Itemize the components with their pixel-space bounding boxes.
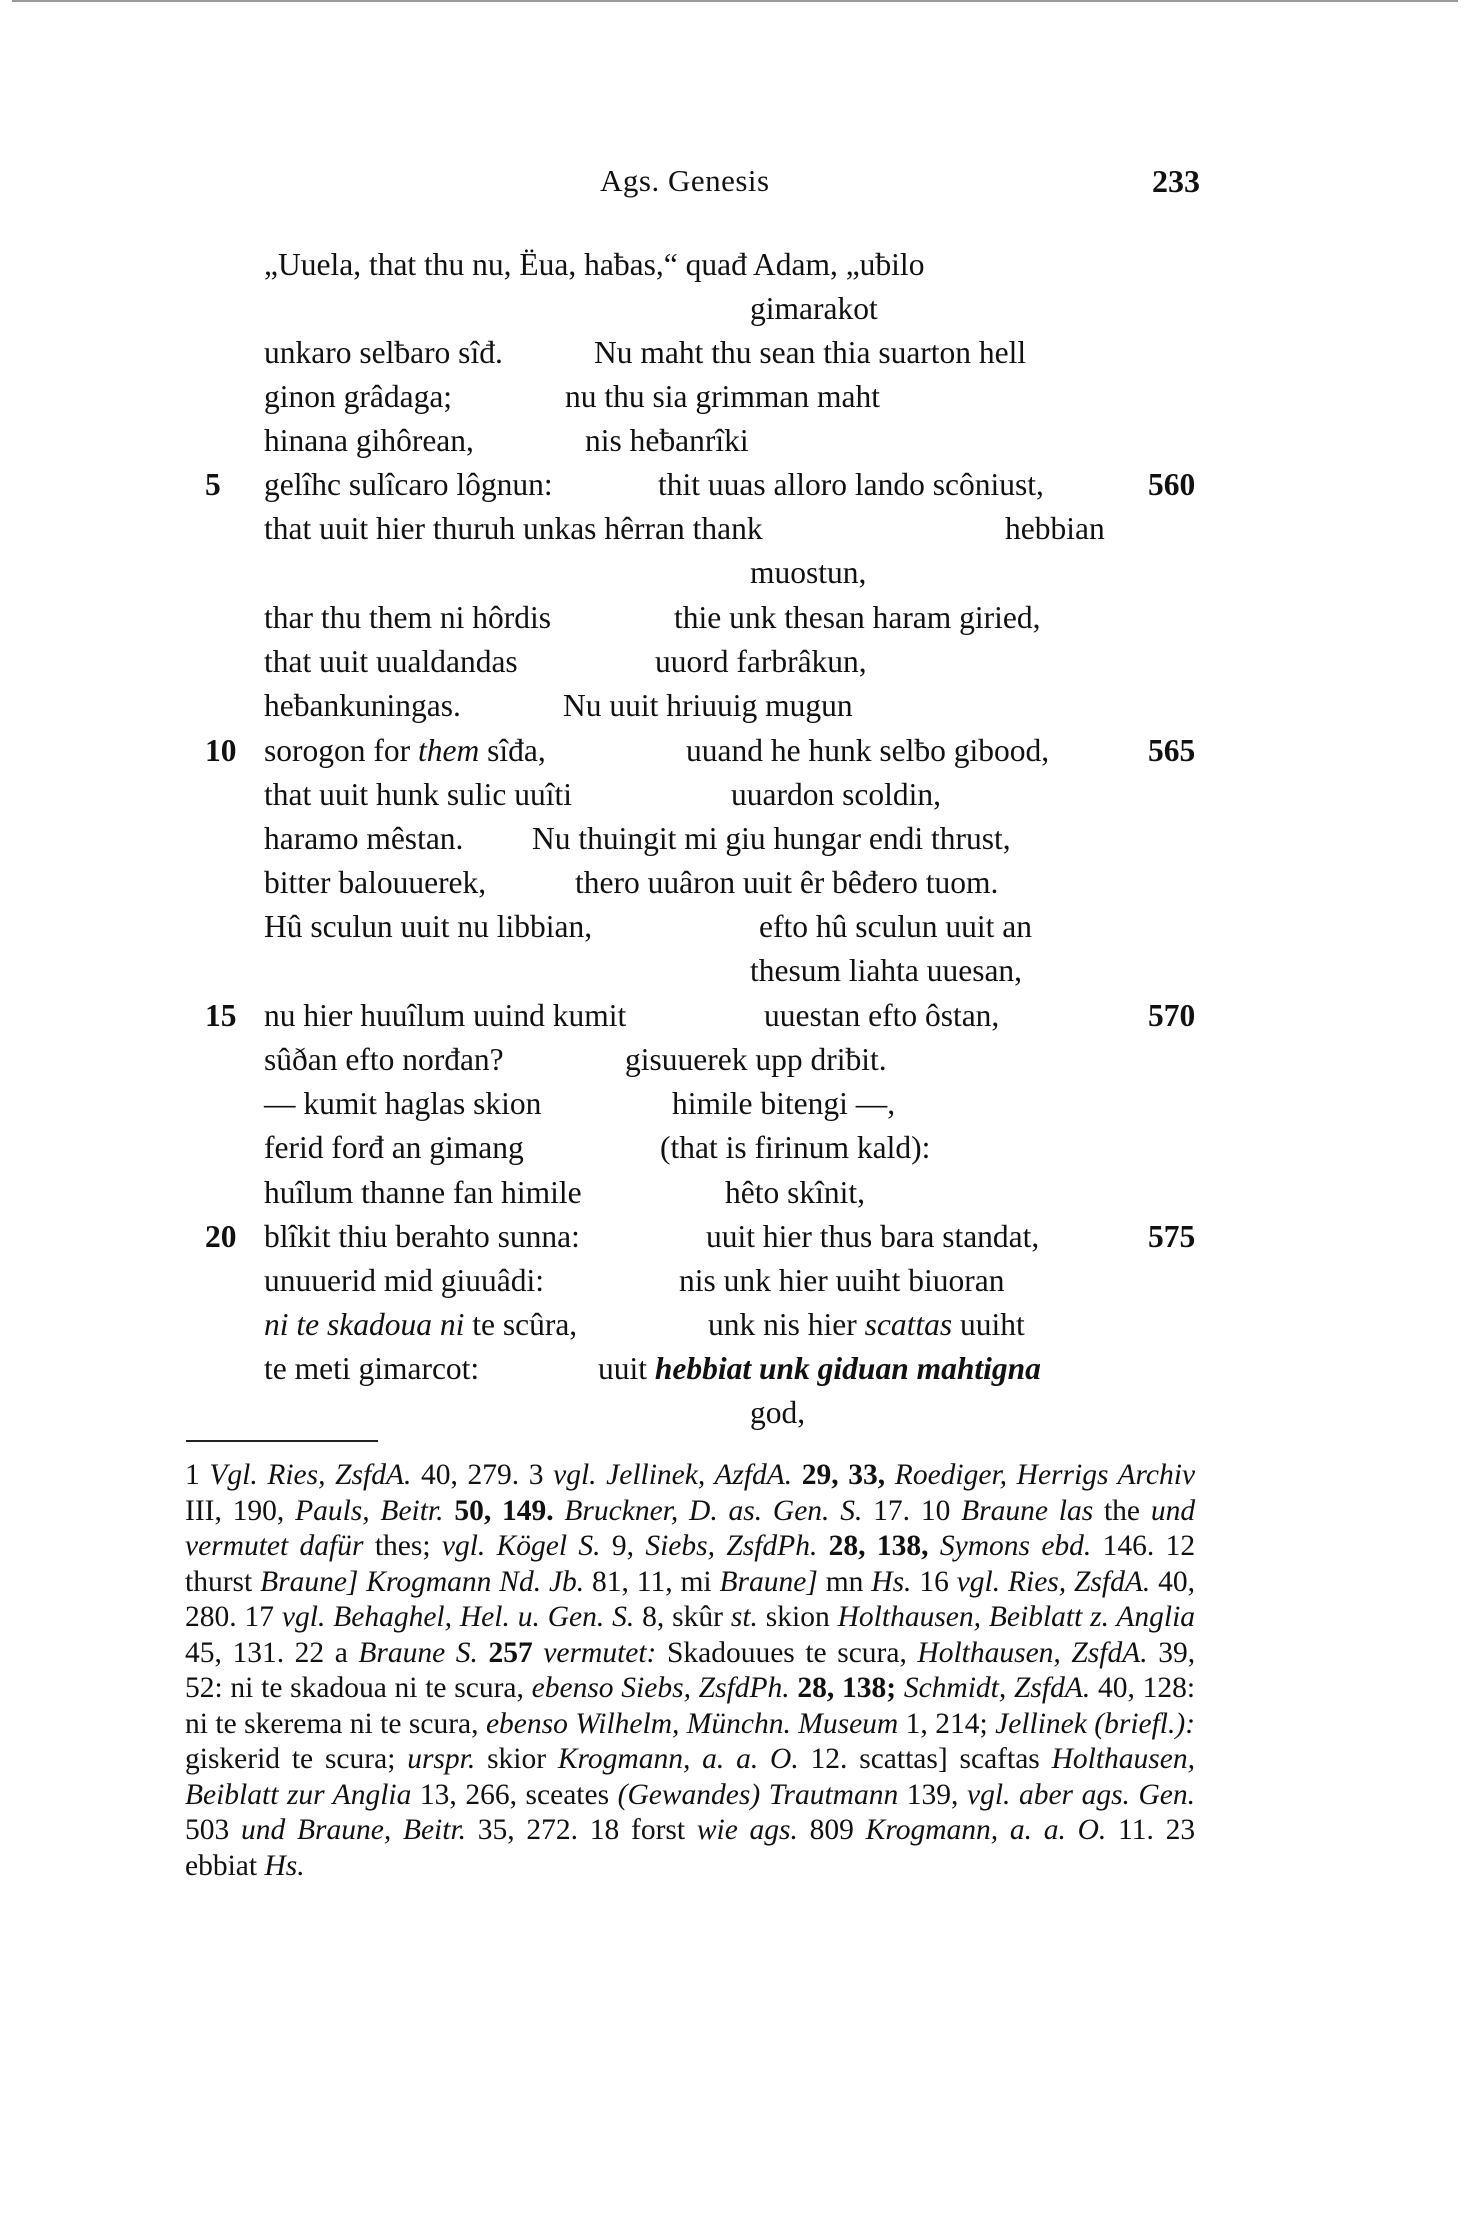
note-italic: Bruckner, D. as. Gen. S.: [564, 1494, 863, 1527]
verse-line: [0, 1171, 1471, 1215]
verse-first-half: te meti gimarcot:: [264, 1351, 480, 1386]
verse-line: [0, 1303, 1471, 1347]
footnote-rule: [186, 1440, 378, 1442]
verse-line: [0, 1259, 1471, 1303]
note-italic: Krogmann, a. a. O.: [557, 1743, 799, 1775]
verse-first-half: thar thu them ni hôrdis: [264, 600, 551, 635]
note-text: 146. 12 thurst: [185, 1530, 1196, 1598]
note-italic: vgl. Kögel S.: [441, 1530, 601, 1562]
line-number: 15: [205, 998, 237, 1033]
verse-italic-text: scattas: [864, 1307, 953, 1342]
note-italic: vgl. Ries, ZsfdA.: [956, 1565, 1151, 1598]
verse-first-half: sûðan efto norđan?: [264, 1042, 504, 1077]
verse-text: sorogon for: [264, 733, 411, 768]
note-italic: Braune]: [719, 1565, 818, 1598]
verse-first-half: haramo mêstan.: [264, 821, 464, 856]
note-italic: vermutet:: [543, 1636, 657, 1669]
verse-second-half: uuestan efto ôstan,: [764, 998, 1000, 1033]
verse-line: [0, 817, 1471, 861]
verse-line: [0, 640, 1471, 684]
note-text: 8, skûr: [642, 1601, 723, 1633]
reference-number: 560: [1148, 467, 1196, 502]
verse-first-half: unuuerid mid giuuâdi:: [264, 1263, 544, 1298]
note-italic: Braune las: [961, 1494, 1094, 1527]
verse-first-half: unkaro selƀaro sîđ.: [264, 335, 503, 370]
note-text: the: [1103, 1494, 1141, 1527]
verse-line: [0, 905, 1471, 949]
note-text: III, 190,: [185, 1494, 285, 1527]
note-text: giskerid te scura;: [185, 1743, 396, 1775]
note-text: 39, 52: ni te skadoua ni te scura,: [185, 1636, 1196, 1704]
line-number: 20: [205, 1219, 237, 1254]
note-text: 16: [919, 1565, 949, 1598]
verse-italic-text: ni te skadoua ni: [264, 1307, 465, 1342]
verse-second-half: (that is firinum kald):: [660, 1130, 931, 1165]
verse-italic-text: hebbiat unk giduan mahtigna: [654, 1351, 1041, 1386]
note-text: 809: [809, 1814, 854, 1846]
note-text: thes;: [374, 1530, 431, 1562]
verse-second-half: thit uuas alloro lando scôniust,: [658, 467, 1044, 502]
verse-second-half: himile bitengi —,: [672, 1086, 896, 1121]
note-italic: st.: [730, 1601, 758, 1633]
verse-second-half: uuord farbrâkun,: [655, 644, 867, 679]
verse-first-half: hinana gihôrean,: [264, 423, 474, 458]
verse-line: [0, 463, 1471, 507]
verse-line: [0, 1082, 1471, 1126]
reference-number: 570: [1148, 998, 1196, 1033]
verse-line: [0, 596, 1471, 640]
verse-first-half: huîlum thanne fan himile: [264, 1175, 582, 1210]
verse-continuation: thesum liahta uuesan,: [750, 953, 1023, 988]
verse-text: sîđa,: [487, 733, 546, 768]
note-text: 40, 128: ni te skerema ni te scura,: [185, 1672, 1196, 1740]
verse-second-half: Nu uuit hriuuig mugun: [563, 688, 853, 723]
verse-second-half: uuardon scoldin,: [731, 777, 941, 812]
verse-line: [0, 419, 1471, 463]
note-bold: 28, 138,: [828, 1530, 929, 1562]
verse-text: „Uuela, that thu nu, Ëua, haƀas,“ quađ Adam, „uƀilo: [264, 247, 925, 282]
note-text: 40, 280. 17: [185, 1565, 1195, 1633]
verse-text: uuit: [598, 1351, 648, 1386]
verse-second-half: nu thu sia grimman maht: [565, 379, 880, 414]
note-italic: und vermutet dafür: [185, 1494, 1196, 1562]
verse-line: [0, 551, 1471, 595]
note-bold: 28, 138;: [797, 1672, 897, 1704]
note-italic: Jellinek (briefl.):: [995, 1707, 1196, 1740]
note-text: 40, 279. 3: [420, 1459, 544, 1491]
verse-continuation: gimarakot: [750, 291, 878, 326]
verse-italic-text: them: [417, 733, 480, 768]
verse-continuation: muostun,: [750, 555, 867, 590]
verse-line: [0, 507, 1471, 551]
note-text: scaftas: [959, 1743, 1040, 1775]
note-italic: Holthausen, ZsfdA.: [917, 1636, 1148, 1669]
note-italic: ebenso Wilhelm, Münchn. Museum: [485, 1707, 899, 1740]
footnotes: [185, 1458, 1195, 1884]
verse-line: [0, 1215, 1471, 1259]
verse-line: [0, 1126, 1471, 1170]
verse-continuation: god,: [750, 1395, 806, 1430]
note-italic: Holthausen, Beiblatt z. Anglia: [837, 1601, 1196, 1633]
note-text: mn: [825, 1565, 864, 1598]
note-italic: wie ags.: [696, 1814, 798, 1846]
verse-line: [0, 1391, 1471, 1435]
verse-line: [0, 729, 1471, 773]
verse-first-half: ferid forđ an gimang: [264, 1130, 524, 1165]
note-italic: Hs.: [264, 1849, 305, 1882]
note-italic: Hs.: [871, 1565, 912, 1598]
verse-text: te scûra,: [472, 1307, 578, 1342]
line-number: 10: [205, 733, 237, 768]
verse-line: [0, 331, 1471, 375]
verse-second-half: nis unk hier uuiht biuoran: [679, 1263, 1005, 1298]
note-text: 11. 23 ebbiat: [185, 1814, 1196, 1882]
note-italic: (Gewandes) Trautmann: [617, 1778, 899, 1811]
running-title: Ags. Genesis: [600, 163, 770, 198]
verse-second-half: hêto skînit,: [725, 1175, 865, 1210]
note-italic: Holthausen, Beiblatt zur Anglia: [185, 1743, 1195, 1811]
verse-first-half: [264, 729, 546, 773]
note-bold: 257: [488, 1636, 533, 1669]
verse-first-half: [264, 1303, 577, 1347]
verse-line: [0, 1038, 1471, 1082]
note-text: 1, 214;: [905, 1707, 988, 1740]
page-number: 233: [1152, 163, 1200, 199]
note-italic: urspr.: [407, 1743, 476, 1775]
note-text: 45, 131. 22 a: [185, 1636, 348, 1669]
note-italic: Pauls, Beitr.: [295, 1494, 444, 1527]
verse-text: unk nis hier: [708, 1307, 857, 1342]
verse-first-half: ginon grâdaga;: [264, 379, 453, 414]
note-text: 503: [185, 1814, 230, 1846]
verse-second-half: hebbian: [1005, 511, 1105, 546]
note-text: 1: [185, 1459, 200, 1491]
note-text: 13, 266, sceates: [419, 1778, 610, 1811]
note-text: 9,: [611, 1530, 635, 1562]
verse-line: [0, 861, 1471, 905]
note-italic: Siebs, ZsfdPh.: [645, 1530, 818, 1562]
note-italic: vgl. Jellinek, AzfdA.: [553, 1459, 793, 1491]
note-text: skion: [765, 1601, 830, 1633]
reference-number: 575: [1148, 1219, 1196, 1254]
verse-line: [0, 994, 1471, 1038]
verse-second-half: [598, 1347, 1041, 1391]
verse-first-half: that uuit uualdandas: [264, 644, 518, 679]
note-italic: Vgl. Ries, ZsfdA.: [209, 1459, 412, 1491]
verse-line: [0, 773, 1471, 817]
footnote-paragraph: [185, 1458, 1195, 1884]
note-text: skior: [487, 1743, 547, 1775]
verse-line: [0, 243, 1471, 287]
note-italic: Symons ebd.: [939, 1530, 1092, 1562]
verse-second-half: thero uuâron uuit êr bêđero tuom.: [575, 865, 999, 900]
verse-first-half: Hû sculun uuit nu libbian,: [264, 909, 593, 944]
verse-first-half: bitter balouuerek,: [264, 865, 487, 900]
verse-first-half: that uuit hier thuruh unkas hêrran thank: [264, 511, 763, 546]
verse-line: [0, 287, 1471, 331]
verse-line: [0, 375, 1471, 419]
note-italic: Braune S.: [358, 1636, 478, 1669]
note-bold: 29, 33,: [801, 1459, 886, 1491]
verse-text: uuiht: [960, 1307, 1025, 1342]
verse-first-half: blîkit thiu berahto sunna:: [264, 1219, 580, 1254]
verse-second-half: uuit hier thus bara standat,: [706, 1219, 1040, 1254]
note-text: Skadouues te scura,: [666, 1636, 907, 1669]
verse-second-half: gisuuerek upp driƀit.: [625, 1042, 887, 1077]
note-italic: Braune] Krogmann Nd. Jb.: [260, 1565, 585, 1598]
verse-second-half: thie unk thesan haram giried,: [674, 600, 1041, 635]
verse-second-half: Nu maht thu sean thia suarton hell: [594, 335, 1027, 370]
verse-line: [0, 1347, 1471, 1391]
note-italic: ebenso Siebs, ZsfdPh.: [531, 1672, 790, 1704]
note-italic: vgl. aber ags. Gen.: [966, 1778, 1196, 1811]
reference-number: 565: [1148, 733, 1196, 768]
verse-second-half: Nu thuingit mi giu hungar endi thrust,: [532, 821, 1011, 856]
note-italic: Roediger, Herrigs Archiv: [894, 1459, 1196, 1491]
note-text: 81, 11, mi: [592, 1565, 712, 1598]
note-text: 139,: [906, 1778, 959, 1811]
verse-first-half: nu hier huuîlum uuind kumit: [264, 998, 627, 1033]
verse-second-half: [708, 1303, 1025, 1347]
verse-second-half: uuand he hunk selƀo gibood,: [686, 733, 1050, 768]
verse-first-half: — kumit haglas skion: [264, 1086, 542, 1121]
note-italic: Krogmann, a. a. O.: [865, 1814, 1107, 1846]
note-italic: vgl. Behaghel, Hel. u. Gen. S.: [281, 1601, 635, 1633]
verse-first-half: heƀankuningas.: [264, 688, 461, 723]
verse-second-half: nis heƀanrîki: [585, 423, 749, 458]
verse-first-half: that uuit hunk sulic uuîti: [264, 777, 572, 812]
note-text: 35, 272. 18 forst: [477, 1814, 686, 1846]
note-text: 12. scattas]: [810, 1743, 948, 1775]
line-number: 5: [205, 467, 221, 502]
verse-first-half: gelîhc sulîcaro lôgnun:: [264, 467, 553, 502]
note-bold: 50, 149.: [454, 1494, 554, 1527]
note-italic: Schmidt, ZsfdA.: [903, 1672, 1091, 1704]
note-text: 17. 10: [873, 1494, 951, 1527]
note-italic: und Braune, Beitr.: [241, 1814, 467, 1846]
verse-line: [0, 684, 1471, 728]
verse-second-half: efto hû sculun uuit an: [759, 909, 1032, 944]
verse-line: [0, 949, 1471, 993]
